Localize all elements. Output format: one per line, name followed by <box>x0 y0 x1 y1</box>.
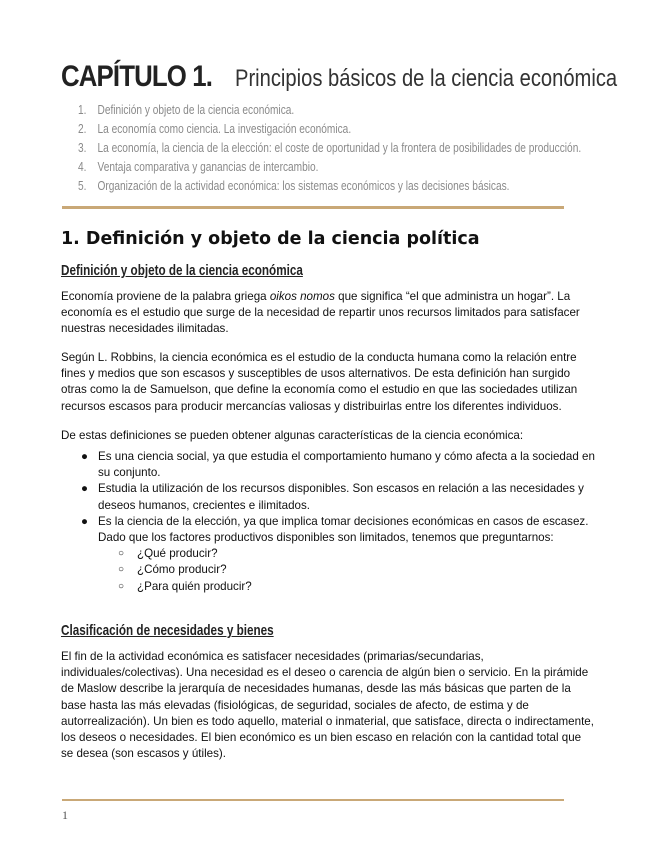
chapter-subtitle: Principios básicos de la ciencia económica <box>235 65 618 92</box>
questions-list <box>98 546 601 595</box>
toc-item: 4. Ventaja comparativa y ganancias de intercambio. <box>78 159 319 174</box>
bullet-icon: ● <box>81 482 89 496</box>
chapter-title <box>61 60 641 94</box>
bullet-icon: ● <box>81 514 89 528</box>
list-item: ● Estudia la utilización de los recursos disponibles. Son escasos en relación a las necesidades y deseos humanos, crecientes e ilimitados. <box>81 482 584 512</box>
toc-item: 3. La economía, la ciencia de la elección: el coste de oportunidad y la frontera de posibilidades de producción. <box>78 140 582 155</box>
paragraph-characteristics-intro: De estas definiciones se pueden obtener algunas características de la ciencia económica: <box>61 429 524 442</box>
list-item: ● Es la ciencia de la elección, ya que implica tomar decisiones económicas en casos de escasez. Dado que los factores productivos disponibles son limitados, tenemos que preguntarnos: ○ ¿Qué producir? ○ ¿Cómo producir? ○ ¿Para quién producir? <box>61 514 601 595</box>
paragraph-robbins: Según L. Robbins, la ciencia económica es el estudio de la conducta humana como la relación entre fines y medios que son escasos y susceptibles de usos alternativos. De esta definición han surgido otras como la de Samuelson, que define la economía como el estudio en que las sociedades utilizan recursos escasos para producir mercancías valiosas y distribuirlas entre los diferentes individuos. <box>61 351 578 413</box>
list-item: ● Es una ciencia social, ya que estudia el comportamiento humano y cómo afecta a la sociedad en su conjunto. <box>81 450 595 480</box>
footer-divider <box>62 799 564 801</box>
chapter-label: CAPÍTULO 1. <box>61 60 213 93</box>
table-of-contents <box>78 100 655 195</box>
bullet-icon: ● <box>81 450 89 463</box>
circle-bullet-icon: ○ <box>118 564 125 576</box>
subsection-heading-definition: Definición y objeto de la ciencia económica <box>61 262 303 279</box>
page-number: 1 <box>62 808 68 822</box>
subsection-heading-needs: Clasificación de necesidades y bienes <box>61 622 274 639</box>
circle-bullet-icon: ○ <box>118 548 125 560</box>
circle-bullet-icon: ○ <box>118 580 125 592</box>
characteristics-list <box>61 449 601 595</box>
toc-item: 1. Definición y objeto de la ciencia económica. <box>78 102 295 117</box>
header-divider <box>62 206 564 209</box>
section-heading: 1. Definición y objeto de la ciencia política <box>61 229 480 249</box>
toc-item: 2. La economía como ciencia. La investigación económica. <box>78 121 352 136</box>
toc-item: 5. Organización de la actividad económica: los sistemas económicos y las decisiones básicas. <box>78 178 510 193</box>
paragraph-needs-goods: El fin de la actividad económica es satisfacer necesidades (primarias/secundarias, individuales/colectivas). Una necesidad es el deseo o carencia de algún bien o servicio. En la pirámide de Maslow describe la jerarquía de necesidades humanas, desde las más básicas que parten de la base hasta las más elevadas (fisiológicas, de seguridad, sociales de afecto, de estima y de autorrealización). Un bien es todo aquello, material o inmaterial, que satisface, directa o indirectamente, los deseos o necesidades. El bien económico es un bien escaso en relación con la cantidad total que se desea (son escasos y útiles). <box>61 650 594 761</box>
paragraph-etymology: Economía proviene de la palabra griega oikos nomos que significa “el que administra un hogar”. La economía es el estudio que surge de la necesidad de repartir unos recursos limitados para satisfacer nuestras necesidades ilimitadas. <box>61 290 580 336</box>
list-item: ○ ¿Cómo producir? <box>61 562 601 578</box>
list-item: ○ ¿Qué producir? <box>61 546 601 562</box>
list-item: ○ ¿Para quién producir? <box>61 579 601 595</box>
